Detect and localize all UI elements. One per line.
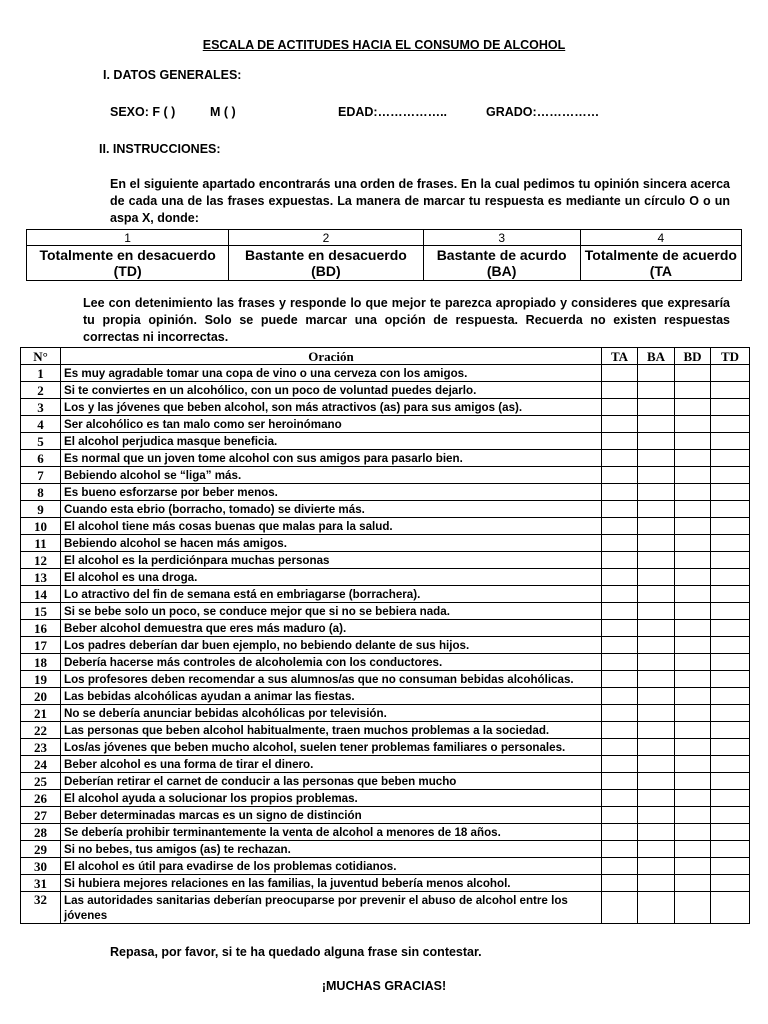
row-statement: Los/as jóvenes que beben mucho alcohol, suelen tener problemas familiares o personales. (61, 739, 602, 756)
row-number: 14 (21, 586, 61, 603)
row-number: 24 (21, 756, 61, 773)
table-row (21, 671, 750, 688)
row-statement: Si se bebe solo un poco, se conduce mejor que si no se bebiera nada. (61, 603, 602, 620)
table-row (21, 637, 750, 654)
grado-field[interactable]: GRADO:…………… (486, 105, 600, 119)
table-row (21, 433, 750, 450)
row-number: 31 (21, 875, 61, 892)
answer-cell-td[interactable] (711, 739, 750, 756)
answer-cell-ba[interactable] (638, 875, 675, 892)
row-number: 1 (21, 365, 61, 382)
row-number: 17 (21, 637, 61, 654)
answer-cell-ta[interactable] (602, 807, 638, 824)
answer-cell-td[interactable] (711, 756, 750, 773)
answer-cell-ta[interactable] (602, 688, 638, 705)
answer-cell-bd[interactable] (675, 603, 711, 620)
scale-label: Bastante de acurdo (BA) (423, 246, 580, 281)
answer-cell-ta[interactable] (602, 586, 638, 603)
row-number: 13 (21, 569, 61, 586)
row-statement: Los padres deberían dar buen ejemplo, no bebiendo delante de sus hijos. (61, 637, 602, 654)
answer-cell-bd[interactable] (675, 705, 711, 722)
answer-cell-ba[interactable] (638, 382, 675, 399)
row-number: 25 (21, 773, 61, 790)
table-row (21, 484, 750, 501)
answer-cell-ta[interactable] (602, 569, 638, 586)
table-row (21, 790, 750, 807)
table-row (21, 382, 750, 399)
answer-cell-ba[interactable] (638, 688, 675, 705)
answer-cell-bd[interactable] (675, 416, 711, 433)
table-row (21, 450, 750, 467)
row-number: 26 (21, 790, 61, 807)
answer-cell-ta[interactable] (602, 416, 638, 433)
answer-cell-td[interactable] (711, 399, 750, 416)
answer-cell-ba[interactable] (638, 569, 675, 586)
answer-cell-ta[interactable] (602, 382, 638, 399)
table-row (21, 875, 750, 892)
table-row (21, 858, 750, 875)
table-row (21, 807, 750, 824)
answer-cell-ta[interactable] (602, 824, 638, 841)
answer-cell-ta[interactable] (602, 552, 638, 569)
row-statement: El alcohol es útil para evadirse de los problemas cotidianos. (61, 858, 602, 875)
answer-cell-bd[interactable] (675, 399, 711, 416)
answer-cell-td[interactable] (711, 671, 750, 688)
answer-cell-ba[interactable] (638, 671, 675, 688)
table-row (21, 586, 750, 603)
table-row (21, 569, 750, 586)
header-td: TD (711, 348, 750, 365)
answer-cell-ba[interactable] (638, 416, 675, 433)
answer-cell-ta[interactable] (602, 467, 638, 484)
table-row (21, 467, 750, 484)
row-number: 20 (21, 688, 61, 705)
header-bd: BD (675, 348, 711, 365)
answer-cell-td[interactable] (711, 637, 750, 654)
row-number: 9 (21, 501, 61, 518)
answer-cell-ta[interactable] (602, 501, 638, 518)
row-number: 7 (21, 467, 61, 484)
answer-cell-ta[interactable] (602, 875, 638, 892)
answer-cell-ta[interactable] (602, 705, 638, 722)
answer-cell-ba[interactable] (638, 586, 675, 603)
table-row (21, 501, 750, 518)
row-statement: Las bebidas alcohólicas ayudan a animar las fiestas. (61, 688, 602, 705)
answer-cell-ba[interactable] (638, 773, 675, 790)
table-row (21, 824, 750, 841)
row-statement: Es bueno esforzarse por beber menos. (61, 484, 602, 501)
table-row (21, 739, 750, 756)
table-row (21, 603, 750, 620)
answer-cell-ba[interactable] (638, 637, 675, 654)
answer-cell-bd[interactable] (675, 535, 711, 552)
answer-cell-td[interactable] (711, 450, 750, 467)
row-statement: Beber alcohol es una forma de tirar el dinero. (61, 756, 602, 773)
answer-cell-ta[interactable] (602, 637, 638, 654)
row-statement: Cuando esta ebrio (borracho, tomado) se divierte más. (61, 501, 602, 518)
answer-cell-bd[interactable] (675, 382, 711, 399)
row-statement: El alcohol ayuda a solucionar los propios problemas. (61, 790, 602, 807)
row-statement: Deberían retirar el carnet de conducir a las personas que beben mucho (61, 773, 602, 790)
row-statement: Bebiendo alcohol se “liga” más. (61, 467, 602, 484)
scale-number: 4 (580, 230, 741, 246)
row-statement: Es normal que un joven tome alcohol con sus amigos para pasarlo bien. (61, 450, 602, 467)
answer-cell-ba[interactable] (638, 739, 675, 756)
instructions-paragraph: En el siguiente apartado encontrarás una orden de frases. En la cual pedimos tu opinión sincera acerca de cada una de las frases expuestas. La manera de marcar tu respuesta es mediante un círculo O o un aspa X, donde: (110, 177, 730, 225)
scale-number: 1 (27, 230, 229, 246)
row-number: 23 (21, 739, 61, 756)
row-statement: Es muy agradable tomar una copa de vino o una cerveza con los amigos. (61, 365, 602, 382)
section-instrucciones: II. INSTRUCCIONES: (99, 142, 221, 156)
table-row (21, 841, 750, 858)
answer-cell-td[interactable] (711, 654, 750, 671)
table-row (21, 773, 750, 790)
answer-cell-bd[interactable] (675, 858, 711, 875)
answer-cell-ta[interactable] (602, 773, 638, 790)
table-row (21, 535, 750, 552)
answer-cell-bd[interactable] (675, 637, 711, 654)
response-scale-table (26, 229, 742, 281)
answer-cell-ta[interactable] (602, 603, 638, 620)
answer-cell-td[interactable] (711, 722, 750, 739)
answer-cell-td[interactable] (711, 773, 750, 790)
answer-cell-td[interactable] (711, 892, 750, 924)
row-statement: Si te conviertes en un alcohólico, con un poco de voluntad puedes dejarlo. (61, 382, 602, 399)
answer-cell-ba[interactable] (638, 824, 675, 841)
answer-cell-ba[interactable] (638, 365, 675, 382)
answer-cell-td[interactable] (711, 841, 750, 858)
answer-cell-bd[interactable] (675, 807, 711, 824)
row-number: 16 (21, 620, 61, 637)
answer-cell-bd[interactable] (675, 739, 711, 756)
answer-cell-ba[interactable] (638, 892, 675, 924)
table-row (21, 518, 750, 535)
answer-cell-td[interactable] (711, 467, 750, 484)
answer-cell-td[interactable] (711, 433, 750, 450)
row-statement: Se debería prohibir terminantemente la venta de alcohol a menores de 18 años. (61, 824, 602, 841)
answer-cell-td[interactable] (711, 705, 750, 722)
answer-cell-ba[interactable] (638, 722, 675, 739)
answer-cell-ta[interactable] (602, 790, 638, 807)
row-number: 12 (21, 552, 61, 569)
answer-cell-td[interactable] (711, 552, 750, 569)
row-statement: Beber determinadas marcas es un signo de distinción (61, 807, 602, 824)
answer-cell-ba[interactable] (638, 552, 675, 569)
row-statement: Debería hacerse más controles de alcoholemia con los conductores. (61, 654, 602, 671)
row-number: 21 (21, 705, 61, 722)
row-statement: No se debería anunciar bebidas alcohólicas por televisión. (61, 705, 602, 722)
answer-cell-td[interactable] (711, 569, 750, 586)
answer-cell-ba[interactable] (638, 790, 675, 807)
answer-cell-bd[interactable] (675, 688, 711, 705)
answer-cell-td[interactable] (711, 620, 750, 637)
scale-number: 3 (423, 230, 580, 246)
answer-cell-bd[interactable] (675, 552, 711, 569)
row-number: 28 (21, 824, 61, 841)
answer-cell-bd[interactable] (675, 518, 711, 535)
table-row (21, 688, 750, 705)
row-statement: Lo atractivo del fin de semana está en embriagarse (borrachera). (61, 586, 602, 603)
answer-cell-ta[interactable] (602, 365, 638, 382)
row-number: 3 (21, 399, 61, 416)
section-datos-generales: I. DATOS GENERALES: (103, 68, 242, 82)
row-statement: Los y las jóvenes que beben alcohol, son más atractivos (as) para sus amigos (as). (61, 399, 602, 416)
row-number: 8 (21, 484, 61, 501)
row-number: 11 (21, 535, 61, 552)
table-row (21, 365, 750, 382)
answer-cell-ba[interactable] (638, 858, 675, 875)
answer-cell-bd[interactable] (675, 671, 711, 688)
answer-cell-bd[interactable] (675, 722, 711, 739)
row-number: 29 (21, 841, 61, 858)
thanks-text: ¡MUCHAS GRACIAS! (321, 979, 447, 993)
table-row (21, 705, 750, 722)
table-row (21, 620, 750, 637)
answer-cell-td[interactable] (711, 535, 750, 552)
row-number: 4 (21, 416, 61, 433)
answer-cell-ba[interactable] (638, 399, 675, 416)
row-number: 19 (21, 671, 61, 688)
answer-cell-td[interactable] (711, 416, 750, 433)
answer-cell-ta[interactable] (602, 399, 638, 416)
row-number: 27 (21, 807, 61, 824)
answer-cell-td[interactable] (711, 586, 750, 603)
answer-cell-bd[interactable] (675, 654, 711, 671)
answer-cell-bd[interactable] (675, 467, 711, 484)
table-row (21, 416, 750, 433)
scale-label: Totalmente en desacuerdo (TD) (27, 246, 229, 281)
row-number: 18 (21, 654, 61, 671)
answer-cell-bd[interactable] (675, 620, 711, 637)
answer-cell-ta[interactable] (602, 892, 638, 924)
answer-cell-ta[interactable] (602, 756, 638, 773)
answer-cell-ba[interactable] (638, 705, 675, 722)
sexo-m-field[interactable]: M ( ) (210, 105, 236, 119)
answer-cell-ta[interactable] (602, 671, 638, 688)
row-statement: Las autoridades sanitarias deberían preocuparse por prevenir el abuso de alcohol entre los jóvenes (61, 892, 602, 924)
table-row (21, 892, 750, 924)
row-statement: El alcohol es una droga. (61, 569, 602, 586)
scale-label: Totalmente de acuerdo (TA (580, 246, 741, 281)
answer-cell-ba[interactable] (638, 841, 675, 858)
answer-cell-bd[interactable] (675, 773, 711, 790)
answer-cell-ba[interactable] (638, 467, 675, 484)
answer-cell-bd[interactable] (675, 365, 711, 382)
answer-cell-ba[interactable] (638, 484, 675, 501)
answer-cell-ba[interactable] (638, 518, 675, 535)
answer-cell-bd[interactable] (675, 841, 711, 858)
answer-cell-td[interactable] (711, 382, 750, 399)
row-statement: Ser alcohólico es tan malo como ser heroinómano (61, 416, 602, 433)
row-number: 30 (21, 858, 61, 875)
answer-cell-td[interactable] (711, 807, 750, 824)
row-number: 10 (21, 518, 61, 535)
answer-cell-bd[interactable] (675, 875, 711, 892)
row-statement: El alcohol tiene más cosas buenas que malas para la salud. (61, 518, 602, 535)
answer-cell-ba[interactable] (638, 450, 675, 467)
header-ba: BA (638, 348, 675, 365)
answer-cell-bd[interactable] (675, 433, 711, 450)
answer-cell-td[interactable] (711, 824, 750, 841)
row-statement: Si hubiera mejores relaciones en las familias, la juventud bebería menos alcohol. (61, 875, 602, 892)
row-number: 15 (21, 603, 61, 620)
answer-cell-ba[interactable] (638, 807, 675, 824)
answer-cell-ta[interactable] (602, 620, 638, 637)
answer-cell-ta[interactable] (602, 739, 638, 756)
answer-cell-td[interactable] (711, 790, 750, 807)
answer-cell-td[interactable] (711, 875, 750, 892)
table-row (21, 654, 750, 671)
table-row (21, 552, 750, 569)
answer-cell-ta[interactable] (602, 433, 638, 450)
answer-cell-bd[interactable] (675, 824, 711, 841)
edad-field[interactable]: EDAD:…………….. (338, 105, 448, 119)
answer-cell-bd[interactable] (675, 450, 711, 467)
answer-cell-bd[interactable] (675, 756, 711, 773)
answer-cell-ba[interactable] (638, 501, 675, 518)
table-row (21, 756, 750, 773)
row-number: 22 (21, 722, 61, 739)
answer-cell-ba[interactable] (638, 620, 675, 637)
answer-cell-ba[interactable] (638, 756, 675, 773)
row-number: 6 (21, 450, 61, 467)
answer-cell-ba[interactable] (638, 535, 675, 552)
page-title: ESCALA DE ACTITUDES HACIA EL CONSUMO DE ALCOHOL (202, 38, 566, 52)
answer-cell-bd[interactable] (675, 569, 711, 586)
answer-cell-ta[interactable] (602, 484, 638, 501)
answer-cell-td[interactable] (711, 501, 750, 518)
review-note: Repasa, por favor, si te ha quedado alguna frase sin contestar. (110, 945, 482, 959)
scale-label: Bastante en desacuerdo (BD) (229, 246, 423, 281)
row-number: 32 (21, 892, 61, 924)
sexo-field[interactable]: SEXO: F ( ) (110, 105, 176, 119)
header-number: N° (21, 348, 61, 365)
header-statement: Oración (61, 348, 602, 365)
answer-cell-ta[interactable] (602, 535, 638, 552)
row-statement: Beber alcohol demuestra que eres más maduro (a). (61, 620, 602, 637)
read-instructions-paragraph: Lee con detenimiento las frases y responde lo que mejor te parezca apropiado y consideres que expresaría tu propia opinión. Solo se puede marcar una opción de respuesta. Recuerda no existen respuestas correctas ni incorrectas. (83, 296, 730, 344)
answer-cell-td[interactable] (711, 518, 750, 535)
answer-cell-td[interactable] (711, 858, 750, 875)
table-row (21, 722, 750, 739)
row-statement: Los profesores deben recomendar a sus alumnos/as que no consuman bebidas alcohólicas. (61, 671, 602, 688)
answer-cell-ta[interactable] (602, 858, 638, 875)
table-row (21, 399, 750, 416)
row-statement: El alcohol es la perdiciónpara muchas personas (61, 552, 602, 569)
answer-cell-td[interactable] (711, 484, 750, 501)
answer-cell-ba[interactable] (638, 433, 675, 450)
answer-cell-ta[interactable] (602, 722, 638, 739)
answer-cell-bd[interactable] (675, 892, 711, 924)
row-number: 5 (21, 433, 61, 450)
row-statement: Si no bebes, tus amigos (as) te rechazan. (61, 841, 602, 858)
answer-cell-bd[interactable] (675, 501, 711, 518)
answer-cell-ta[interactable] (602, 654, 638, 671)
row-number: 2 (21, 382, 61, 399)
row-statement: Bebiendo alcohol se hacen más amigos. (61, 535, 602, 552)
answer-cell-bd[interactable] (675, 790, 711, 807)
answer-cell-ba[interactable] (638, 654, 675, 671)
header-ta: TA (602, 348, 638, 365)
scale-number: 2 (229, 230, 423, 246)
answer-cell-td[interactable] (711, 365, 750, 382)
answer-cell-td[interactable] (711, 688, 750, 705)
answer-cell-ta[interactable] (602, 518, 638, 535)
answer-cell-td[interactable] (711, 603, 750, 620)
row-statement: Las personas que beben alcohol habitualmente, traen muchos problemas a la sociedad. (61, 722, 602, 739)
answer-cell-ba[interactable] (638, 603, 675, 620)
answer-cell-bd[interactable] (675, 586, 711, 603)
answer-cell-bd[interactable] (675, 484, 711, 501)
answer-cell-ta[interactable] (602, 841, 638, 858)
statements-table (20, 347, 750, 924)
answer-cell-ta[interactable] (602, 450, 638, 467)
row-statement: El alcohol perjudica masque beneficia. (61, 433, 602, 450)
